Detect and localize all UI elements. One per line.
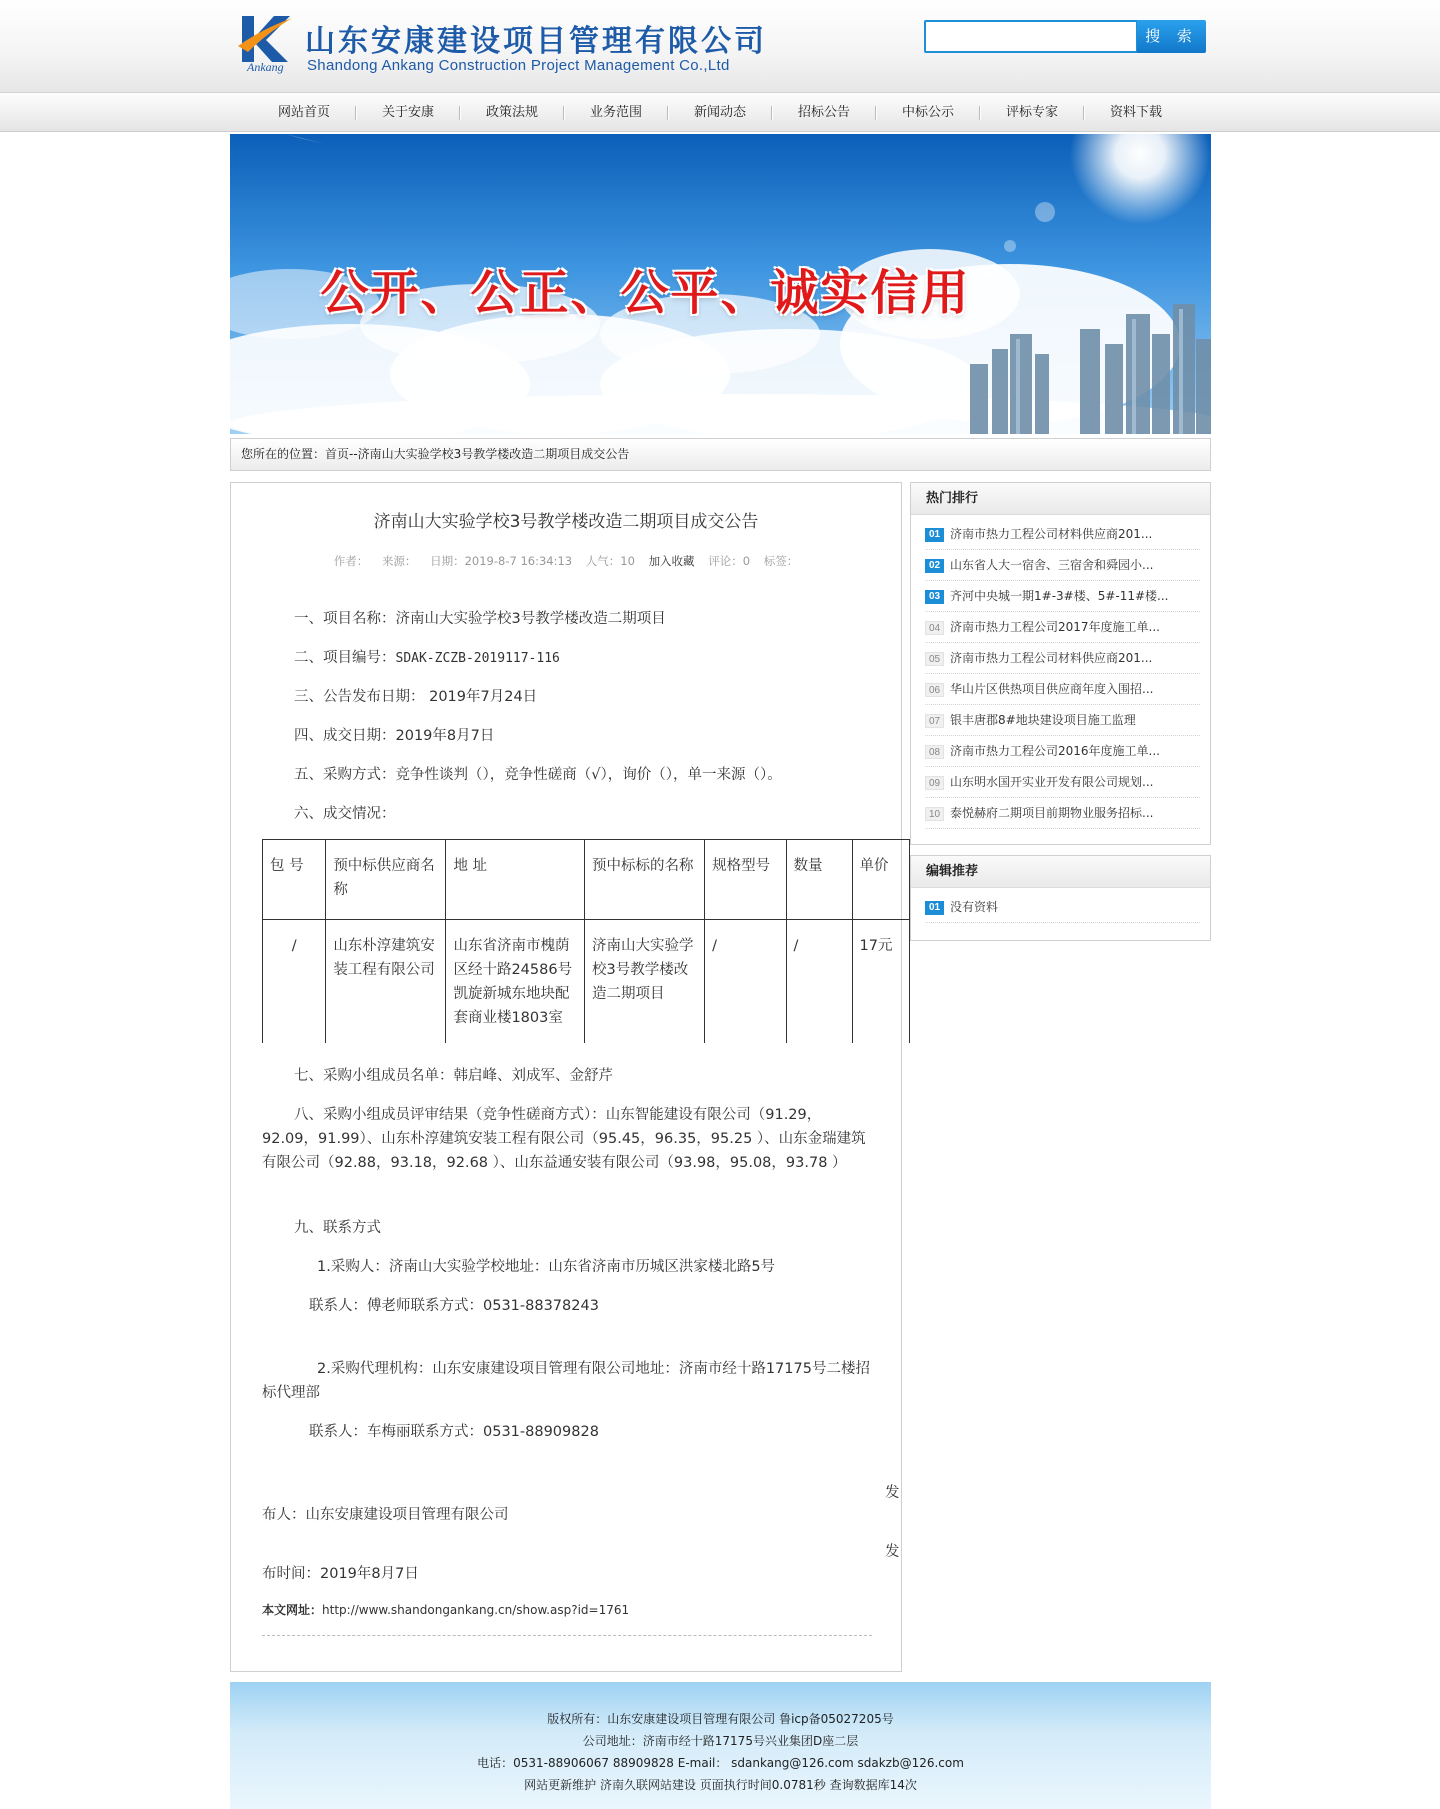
meta-source: 来源：	[381, 554, 417, 568]
project-number-value: SDAK-ZCZB-2019117-116	[395, 651, 560, 666]
list-item-title[interactable]: 没有资料	[950, 900, 999, 914]
section-contact: 九、联系方式	[294, 1220, 381, 1236]
list-item-title[interactable]: 银丰唐郡8#地块建设项目施工监理	[950, 713, 1136, 727]
list-item-title[interactable]: 济南市热力工程公司2016年度施工单...	[950, 744, 1160, 758]
search-input[interactable]	[924, 20, 1138, 53]
td-quantity: /	[786, 920, 852, 1044]
publish-time: 布时间：2019年8月7日	[262, 1566, 419, 1582]
breadcrumb-path[interactable]: 首页--济南山大实验学校3号教学楼改造二期项目成交公告	[325, 447, 630, 461]
editor-picks-panel	[910, 855, 1211, 941]
rank-badge: 01	[925, 528, 944, 542]
breadcrumb-label: 您所在的位置：	[241, 447, 326, 461]
footer-contact: 电话：0531-88906067 88909828 E-mail： sdankang@126.com sdakzb@126.com	[477, 1756, 964, 1770]
td-unit-price: 17元	[852, 920, 909, 1044]
th-item: 预中标标的名称	[585, 840, 705, 920]
nav-item-business[interactable]: 业务范围	[564, 93, 668, 132]
section-project-number	[294, 646, 560, 667]
footer-stats: 网站更新维护 济南久联网站建设 页面执行时间0.0781秒 查询数据库14次	[524, 1778, 917, 1792]
list-item[interactable]	[925, 643, 1200, 674]
td-item: 济南山大实验学校3号教学楼改造二期项目	[585, 920, 705, 1044]
editor-picks-list	[911, 888, 1210, 923]
hot-ranking-panel	[910, 482, 1211, 845]
meta-date: 日期：2019-8-7 16:34:13	[430, 554, 573, 568]
rank-badge: 01	[925, 901, 944, 915]
editor-picks-title: 编辑推荐	[911, 856, 1210, 888]
publisher-prefix: 发	[885, 1485, 900, 1501]
list-item[interactable]	[925, 736, 1200, 767]
list-item-title[interactable]: 山东省人大一宿舍、三宿舍和舜园小...	[950, 558, 1154, 572]
rank-badge: 03	[925, 590, 944, 604]
rank-badge: 04	[925, 621, 944, 635]
list-item-title[interactable]: 齐河中央城一期1#-3#楼、5#-11#楼...	[950, 589, 1169, 603]
list-item[interactable]	[925, 892, 1200, 923]
footer-copyright: 版权所有：山东安康建设项目管理有限公司 鲁icp备05027205号	[547, 1712, 894, 1726]
section-deal-status: 六、成交情况：	[294, 806, 396, 822]
section-deal-date: 四、成交日期：2019年8月7日	[294, 728, 495, 744]
section-publish-date: 三、公告发布日期： 2019年7月24日	[294, 689, 538, 705]
section-panel-members: 七、采购小组成员名单：韩启峰、刘成军、金舒芹	[294, 1068, 613, 1084]
breadcrumb	[230, 438, 1211, 471]
article-title: 济南山大实验学校3号教学楼改造二期项目成交公告	[373, 512, 759, 532]
section-procurement-method: 五、采购方式：竞争性谈判（），竞争性磋商（√），询价（），单一来源（）。	[294, 767, 782, 783]
td-address: 山东省济南市槐荫区经十路24586号凯旋新城东地块配套商业楼1803室	[446, 920, 585, 1044]
rank-badge: 08	[925, 745, 944, 759]
site-header	[0, 0, 1440, 93]
contact-agency: 2.采购代理机构：山东安康建设项目管理有限公司地址：济南市经十路17175号二楼招标代理部	[262, 1361, 870, 1401]
add-favorite-link[interactable]: 加入收藏	[648, 554, 695, 568]
table-header-row	[263, 840, 910, 920]
contact-agency-person: 联系人：车梅丽联系方式：0531-88909828	[309, 1424, 599, 1440]
article-meta	[231, 553, 901, 569]
nav-item-policy[interactable]: 政策法规	[460, 93, 564, 132]
list-item-title[interactable]: 泰悦赫府二期项目前期物业服务招标...	[950, 806, 1154, 820]
list-item-title[interactable]: 济南市热力工程公司2017年度施工单...	[950, 620, 1160, 634]
meta-comments: 评论：0	[708, 554, 751, 568]
th-address: 地 址	[446, 840, 585, 920]
meta-tags: 标签：	[763, 554, 799, 568]
result-table	[262, 839, 910, 1043]
th-supplier: 预中标供应商名称	[326, 840, 446, 920]
contact-purchaser: 1.采购人：济南山大实验学校地址：山东省济南市历城区洪家楼北路5号	[317, 1259, 776, 1275]
hero-banner	[230, 134, 1211, 434]
company-name-en: Shandong Ankang Construction Project Management Co.,Ltd	[307, 57, 730, 74]
publisher: 布人：山东安康建设项目管理有限公司	[262, 1507, 509, 1523]
list-item[interactable]	[925, 581, 1200, 612]
article-url	[262, 1601, 629, 1618]
section-project-name: 一、项目名称：济南山大实验学校3号教学楼改造二期项目	[294, 611, 666, 627]
list-item-title[interactable]: 华山片区供热项目供应商年度入围招...	[950, 682, 1154, 696]
banner-slogan: 公开、公正、公平、诚实信用	[320, 265, 971, 321]
list-item[interactable]	[925, 767, 1200, 798]
list-item[interactable]	[925, 550, 1200, 581]
table-row	[263, 920, 910, 1044]
project-number-label: 二、项目编号：	[294, 650, 396, 666]
publish-time-prefix: 发	[885, 1544, 900, 1560]
rank-badge: 02	[925, 559, 944, 573]
nav-item-award[interactable]: 中标公示	[876, 93, 980, 132]
rank-badge: 09	[925, 776, 944, 790]
hot-ranking-title: 热门排行	[911, 483, 1210, 515]
article-divider	[262, 1635, 872, 1636]
logo-mark-text: Ankang	[247, 60, 284, 74]
article-url-link[interactable]: http://www.shandongankang.cn/show.asp?id=1761	[322, 1603, 630, 1617]
site-footer	[230, 1682, 1211, 1809]
section-review-results: 八、采购小组成员评审结果（竞争性磋商方式）：山东智能建设有限公司（91.29，92.09，91.99）、山东朴淳建筑安装工程有限公司（95.45，96.35，95.25 ）、山东金瑞建筑有限公司（92.88，93.18，92.68 ）、山东益通安装有限公司（93.98，95.08，93.78 ）	[262, 1107, 866, 1171]
td-package: /	[263, 920, 326, 1044]
rank-badge: 06	[925, 683, 944, 697]
nav-item-downloads[interactable]: 资料下载	[1109, 105, 1162, 120]
list-item[interactable]	[925, 612, 1200, 643]
contact-purchaser-person: 联系人：傅老师联系方式：0531-88378243	[309, 1298, 599, 1314]
meta-views: 人气：10	[585, 554, 635, 568]
rank-badge: 07	[925, 714, 944, 728]
nav-item-about[interactable]: 关于安康	[356, 93, 460, 132]
nav-item-experts[interactable]: 评标专家	[980, 93, 1084, 132]
search-button[interactable]: 搜 索	[1137, 20, 1206, 53]
th-quantity: 数量	[786, 840, 852, 920]
list-item[interactable]	[925, 798, 1200, 829]
company-name-cn: 山东安康建设项目管理有限公司	[305, 24, 767, 59]
nav-item-tender[interactable]: 招标公告	[772, 93, 876, 132]
list-item[interactable]	[925, 519, 1200, 550]
footer-address: 公司地址：济南市经十路17175号兴业集团D座二层	[582, 1734, 859, 1748]
td-spec: /	[705, 920, 786, 1044]
main-nav	[0, 93, 1440, 132]
nav-item-home[interactable]: 网站首页	[252, 93, 356, 132]
list-item-title[interactable]: 山东明水国开实业开发有限公司规划...	[950, 775, 1154, 789]
th-spec: 规格型号	[705, 840, 786, 920]
article-url-label: 本文网址：	[262, 1603, 323, 1617]
rank-badge: 05	[925, 652, 944, 666]
list-item-title[interactable]: 济南市热力工程公司材料供应商201...	[950, 527, 1153, 541]
list-item[interactable]	[925, 674, 1200, 705]
nav-item-news[interactable]: 新闻动态	[668, 93, 772, 132]
th-package: 包 号	[263, 840, 326, 920]
th-unit-price: 单价	[852, 840, 909, 920]
list-item[interactable]	[925, 705, 1200, 736]
td-supplier: 山东朴淳建筑安装工程有限公司	[326, 920, 446, 1044]
meta-author: 作者：	[333, 554, 369, 568]
rank-badge: 10	[925, 807, 944, 821]
hot-ranking-list	[911, 515, 1210, 829]
list-item-title[interactable]: 济南市热力工程公司材料供应商201...	[950, 651, 1153, 665]
article-panel	[230, 482, 902, 1672]
